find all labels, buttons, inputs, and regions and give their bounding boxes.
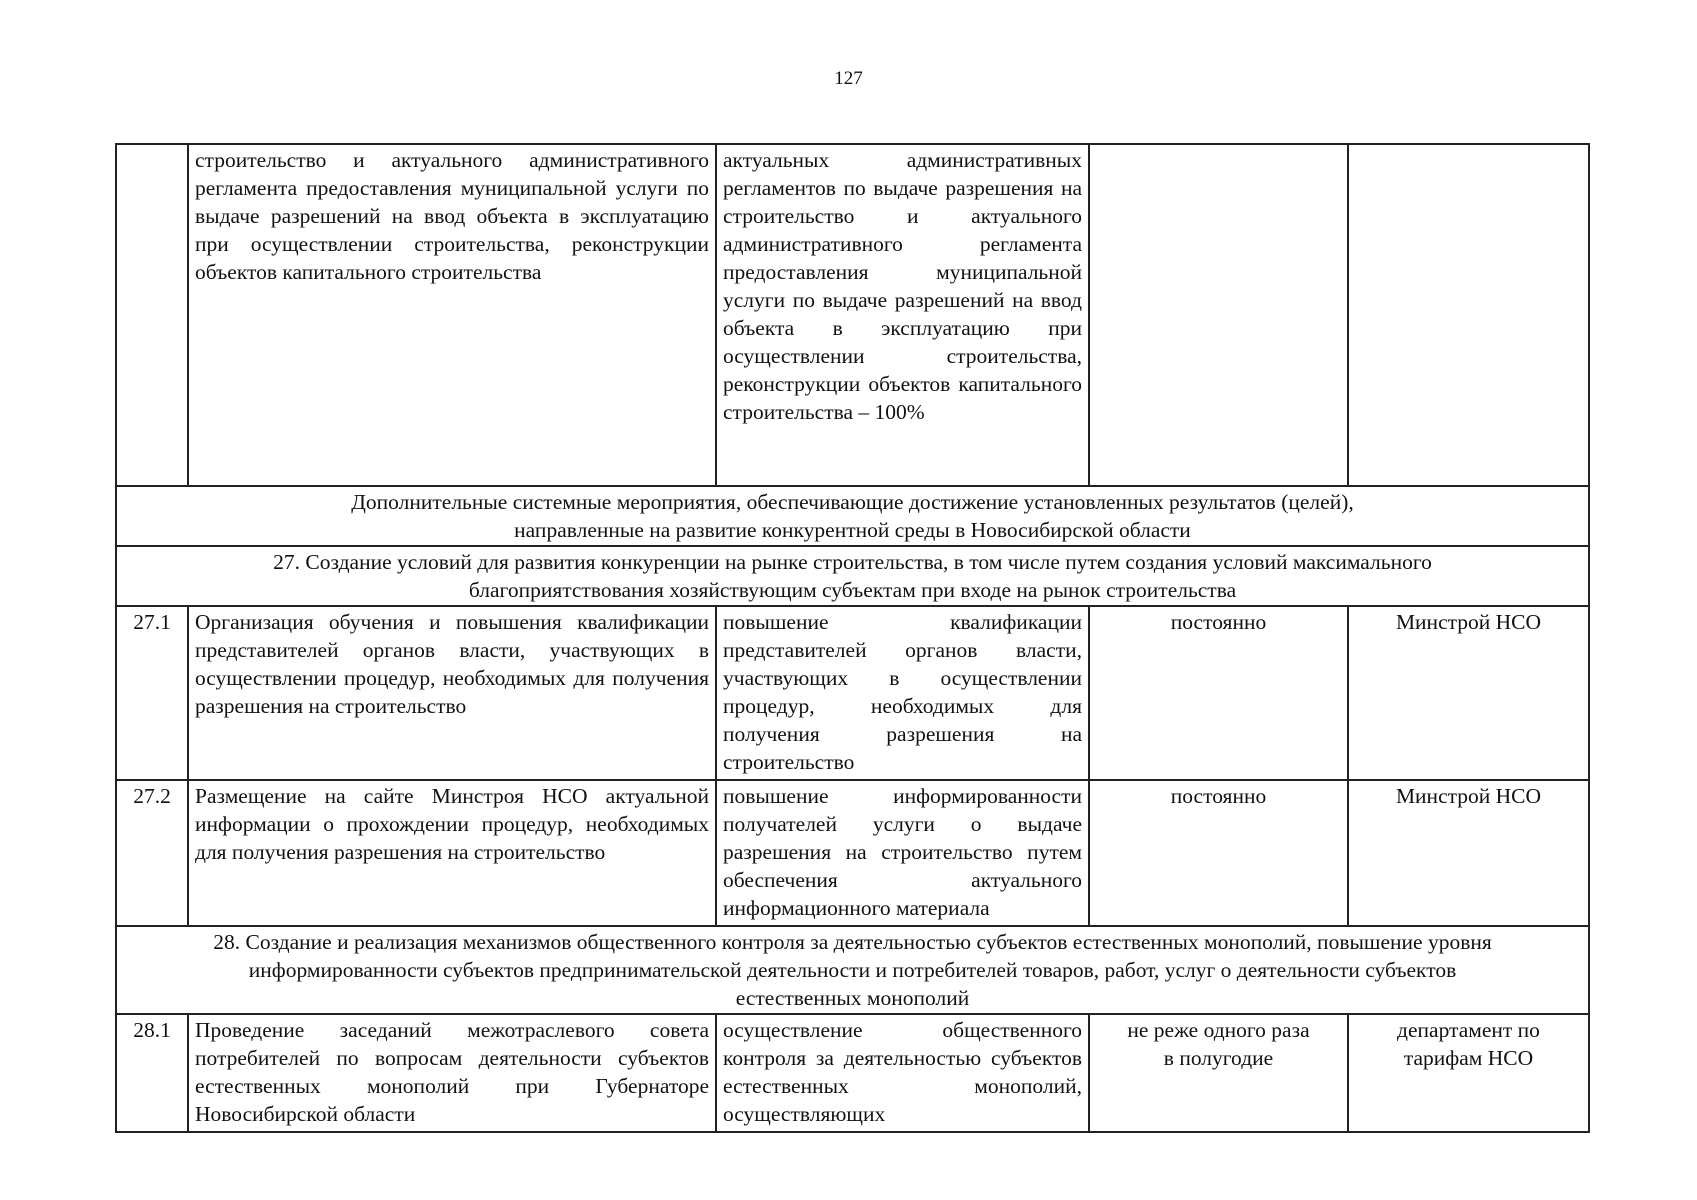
measure-cell: Размещение на сайте Минстроя НСО актуальной информации о прохождении процедур, необходимых для получения разрешения на строительство <box>188 780 716 926</box>
deadline-cell <box>1089 144 1348 486</box>
table-row <box>116 1014 1589 1132</box>
responsible-line: тарифам НСО <box>1403 1046 1534 1070</box>
result-cell: осуществление общественного контроля за деятельностью субъектов естественных монополий, осуществляющих <box>716 1014 1089 1132</box>
table-row <box>116 144 1589 486</box>
responsible-cell: Минстрой НСО <box>1348 780 1589 926</box>
section-header-row <box>116 486 1589 546</box>
row-number: 28.1 <box>116 1014 188 1132</box>
group-header-line: 28. Создание и реализация механизмов общественного контроля за деятельностью субъектов естественных монополий, повышение уровня <box>213 930 1492 954</box>
result-cell: повышение квалификации представителей органов власти, участвующих в осуществлении процедур, необходимых для получения разрешения на строительство <box>716 606 1089 780</box>
measure-cell: строительство и актуального административного регламента предоставления муниципальной услуги по выдаче разрешений на ввод объекта в эксплуатацию при осуществлении строительства, реконструкции объектов капитального строительства <box>188 144 716 486</box>
result-cell: актуальных административных регламентов по выдаче разрешения на строительство и актуального административного регламента предоставления муниципальной услуги по выдаче разрешений на ввод объекта в эксплуатацию при осуществлении строительства, реконструкции объектов капитального строительства – 100% <box>716 144 1089 486</box>
group-header-row <box>116 926 1589 1014</box>
measure-cell: Проведение заседаний межотраслевого совета потребителей по вопросам деятельности субъектов естественных монополий при Губернаторе Новосибирской области <box>188 1014 716 1132</box>
group-header-line: информированности субъектов предпринимательской деятельности и потребителей товаров, работ, услуг о деятельности субъектов <box>248 958 1457 982</box>
table-row <box>116 606 1589 780</box>
table-row <box>116 780 1589 926</box>
responsible-line: департамент по <box>1397 1018 1540 1042</box>
group-header-line: 27. Создание условий для развития конкуренции на рынке строительства, в том числе путем создания условий максимального <box>273 550 1432 574</box>
deadline-line: в полугодие <box>1163 1046 1274 1070</box>
group-header-line: благоприятствования хозяйствующим субъектам при входе на рынок строительства <box>468 578 1237 602</box>
section-header-line: направленные на развитие конкурентной среды в Новосибирской области <box>514 518 1191 542</box>
group-header-28 <box>116 926 1589 1014</box>
deadline-line: не реже одного раза <box>1127 1018 1310 1042</box>
row-number <box>116 144 188 486</box>
responsible-cell <box>1348 144 1589 486</box>
page-number: 127 <box>834 68 863 89</box>
deadline-cell: постоянно <box>1089 606 1348 780</box>
section-header-line: Дополнительные системные мероприятия, обеспечивающие достижение установленных результатов (целей), <box>351 490 1354 514</box>
group-header-27 <box>116 546 1589 606</box>
group-header-line: естественных монополий <box>735 986 970 1010</box>
group-header-row <box>116 546 1589 606</box>
deadline-cell <box>1089 1014 1348 1132</box>
section-header <box>116 486 1589 546</box>
row-number: 27.1 <box>116 606 188 780</box>
measures-table <box>115 143 1590 1133</box>
responsible-cell <box>1348 1014 1589 1132</box>
deadline-cell: постоянно <box>1089 780 1348 926</box>
result-cell: повышение информированности получателей услуги о выдаче разрешения на строительство путем обеспечения актуального информационного материала <box>716 780 1089 926</box>
responsible-cell: Минстрой НСО <box>1348 606 1589 780</box>
measure-cell: Организация обучения и повышения квалификации представителей органов власти, участвующих в осуществлении процедур, необходимых для получения разрешения на строительство <box>188 606 716 780</box>
row-number: 27.2 <box>116 780 188 926</box>
